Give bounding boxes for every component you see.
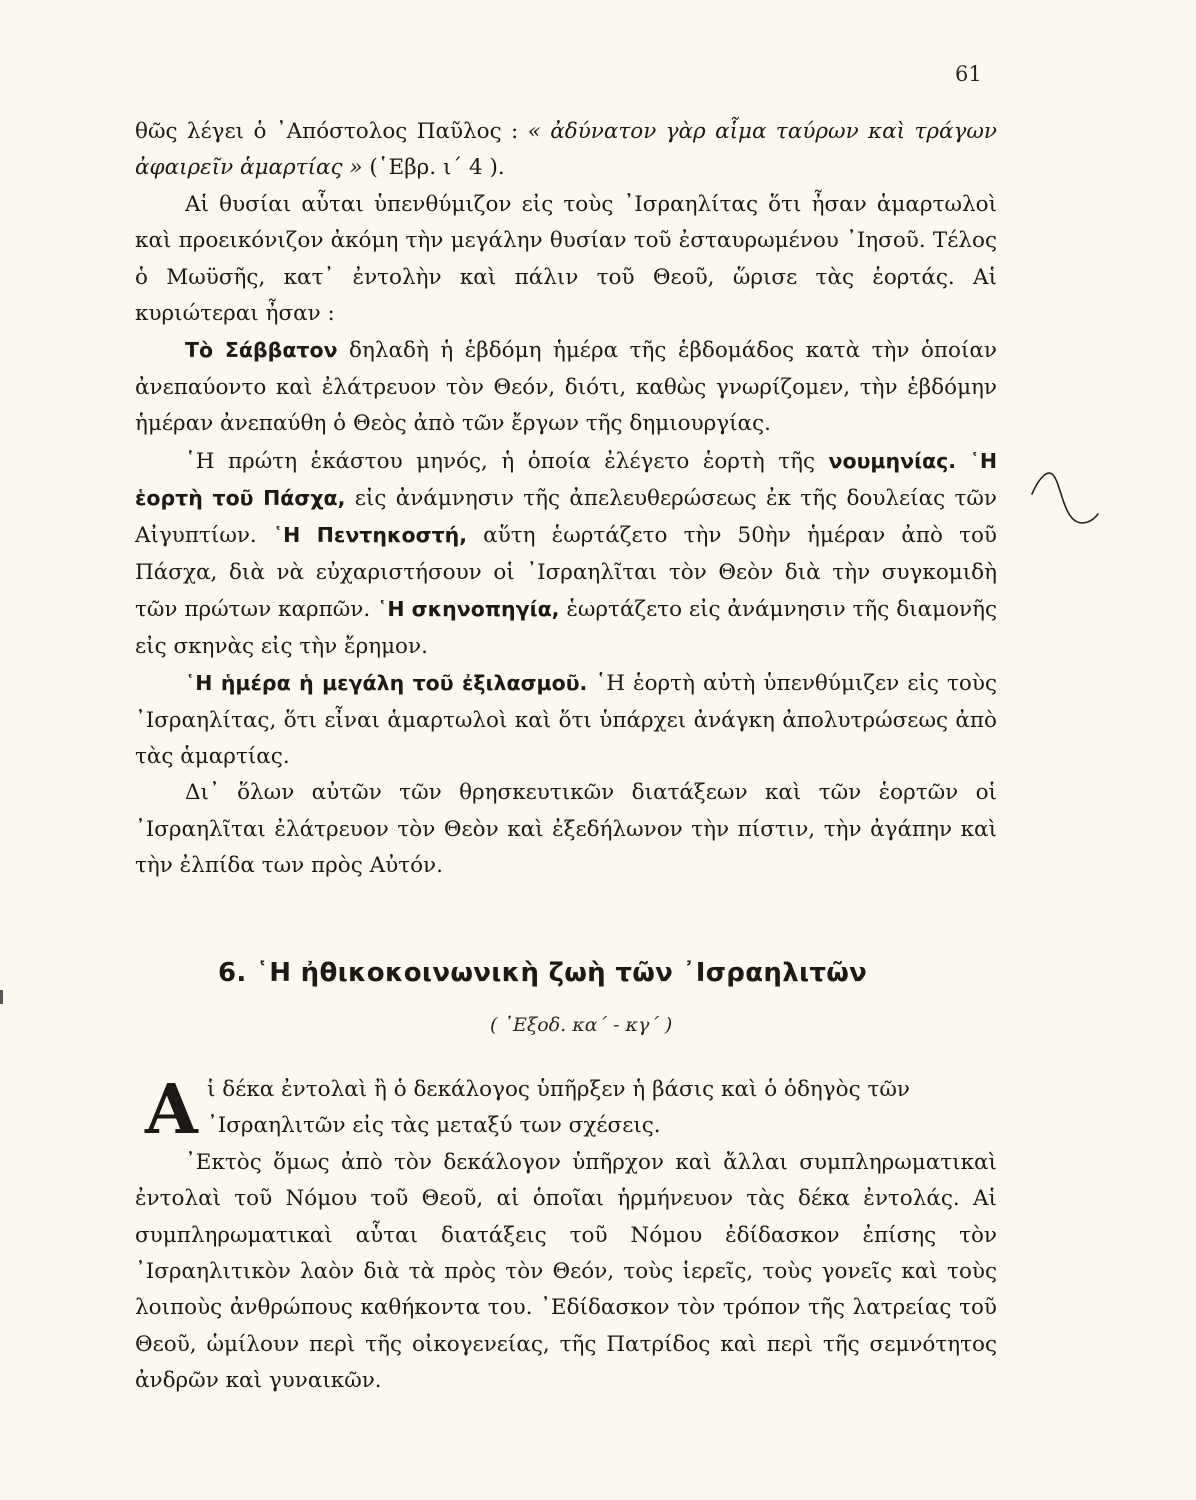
paragraph-2: Αἱ θυσίαι αὗται ὑπενθύμιζον εἰς τοὺς ᾿Ισραηλίτας ὅτι ἦσαν ἁμαρτωλοὶ καὶ προεικόνιζον ἀκόμη τὴν μεγάλην θυσίαν τοῦ ἐσταυρωμένου ᾿Ιησοῦ. Τέλος ὁ Μωϋσῆς, κατ᾿ ἐντολὴν καὶ πάλιν τοῦ Θεοῦ, ὥρισε τὰς ἑορτάς. Αἱ κυριώτεραι ἦσαν : [135, 191, 997, 327]
bold-term: ῾Η σκηνοπηγία, [377, 597, 560, 622]
quotation: « ἀδύνατον γὰρ αἷμα ταύρων καὶ τράγων ἀφαιρεῖν ἁμαρτίας » [135, 119, 997, 181]
dropcap-line-2: ᾿Ισραηλιτῶν εἰς τὰς μεταξύ των σχέσεις. [207, 1113, 661, 1139]
paragraph-feasts [135, 443, 997, 665]
section-heading: 6. ῾Η ἠθικοκοινωνικὴ ζωὴ τῶν ᾿Ισραηλιτῶν [218, 958, 868, 988]
dropcap-paragraph [135, 1070, 997, 1150]
handwritten-margin-mark [1030, 470, 1100, 530]
text-run: ἑωρτάζετο εἰς ἀνάμνησιν τῆς διαμονῆς εἰς σκηνὰς εἰς τὴν ἔρημον. [135, 597, 998, 659]
paragraph-sabbath [135, 332, 997, 442]
bold-term: ῾Η Πεντηκοστή, [272, 523, 468, 548]
dropcap-line-1: ἱ δέκα ἐντολαὶ ἢ ὁ δεκάλογος ὑπῆρξεν ἡ βάσις καὶ ὁ ὁδηγὸς τῶν [207, 1077, 910, 1102]
citation: (῾Εβρ. ι΄ 4 ). [362, 155, 505, 181]
text-run: ῾Η πρώτη ἑκάστου μηνός, ἡ ὁποία ἐλέγετο ἑορτὴ τῆς [185, 448, 829, 474]
text-run: θῶς λέγει ὁ ᾿Απόστολος Παῦλος : [135, 119, 528, 144]
paragraph-1 [135, 114, 997, 187]
bold-term: ῾Η ἡμέρα ἡ μεγάλη τοῦ ἐξιλασμοῦ. [185, 671, 588, 696]
bold-term: Τὸ Σάββατον [185, 338, 338, 363]
paragraph-atonement [135, 665, 997, 775]
section-reference: ( ᾿Εξοδ. κα΄ - κγ΄ ) [490, 1014, 673, 1036]
text-run: αὕτη ἑωρτάζετο τὴν 50ὴν ἡμέραν ἀπὸ τοῦ Πάσχα, διὰ νὰ εὐχαριστήσουν οἱ ᾿Ισραηλῖται τὸν Θεὸν διὰ τὴν συγκομιδὴ τῶν πρώτων καρπῶν. [135, 523, 997, 623]
section-body [135, 1072, 997, 1400]
drop-cap: Α [145, 1070, 198, 1150]
text-run: δηλαδὴ ἡ ἑβδόμη ἡμέρα τῆς ἑβδομάδος κατὰ τὴν ὁποίαν ἀνεπαύοντο καὶ ἐλάτρευον τὸν Θεόν, διότι, καθὼς γνωρίζομεν, τὴν ἑβδόμην ἡμέραν ἀνεπαύθη ὁ Θεὸς ἀπὸ τῶν ἔργων τῆς δημιουργίας. [135, 338, 997, 437]
page-number: 61 [955, 62, 982, 86]
scan-edge-mark [0, 990, 3, 1004]
body-text [135, 114, 997, 885]
text-run [956, 449, 970, 474]
section-paragraph-2: ᾿Εκτὸς ὅμως ἀπὸ τὸν δεκάλογον ὑπῆρχον καὶ ἄλλαι συμπληρωματικαὶ ἐντολαὶ τοῦ Νόμου τοῦ Θεοῦ, αἱ ὁποῖαι ἡρμήνευον τὰς δέκα ἐντολάς. Αἱ συμπληρωματικαὶ αὗται διατάξεις τοῦ Νόμου ἐδίδασκον ἐπίσης τὸν ᾿Ισραηλιτικὸν λαὸν διὰ τὰ πρὸς τὸν Θεόν, τοὺς ἱερεῖς, τοὺς γονεῖς καὶ τοὺς λοιποὺς ἀνθρώπους καθήκοντα του. ᾿Εδίδασκον τὸν τρόπον τῆς λατρείας τοῦ Θεοῦ, ὡμίλουν περὶ τῆς οἰκογενείας, τῆς Πατρίδος καὶ περὶ τῆς σεμνότητος ἀνδρῶν καὶ γυναικῶν. [135, 1149, 997, 1394]
text-run: ῾Η ἑορτὴ αὐτὴ ὑπενθύμιζεν εἰς τοὺς ᾿Ισραηλίτας, ὅτι εἶναι ἁμαρτωλοὶ καὶ ὅτι ὑπάρχει ἀνάγκη ἀπολυτρώσεως ἀπὸ τὰς ἁμαρτίας. [135, 671, 997, 769]
bold-term: νουμηνίας. [828, 448, 957, 473]
paragraph-6: Δι᾿ ὅλων αὐτῶν τῶν θρησκευτικῶν διατάξεων καὶ τῶν ἑορτῶν οἱ ᾿Ισραηλῖται ἐλάτρευον τὸν Θεὸν καὶ ἐξεδήλωνον τὴν πίστιν, τὴν ἀγάπην καὶ τὴν ἐλπίδα των πρὸς Αὐτόν. [135, 780, 997, 879]
text-run: εἰς ἀνάμνησιν τῆς ἀπελευθερώσεως ἐκ τῆς δουλείας τῶν Αἰγυπτίων. [135, 486, 997, 549]
bold-term: ῾Η ἑορτὴ τοῦ Πάσχα, [135, 448, 997, 511]
